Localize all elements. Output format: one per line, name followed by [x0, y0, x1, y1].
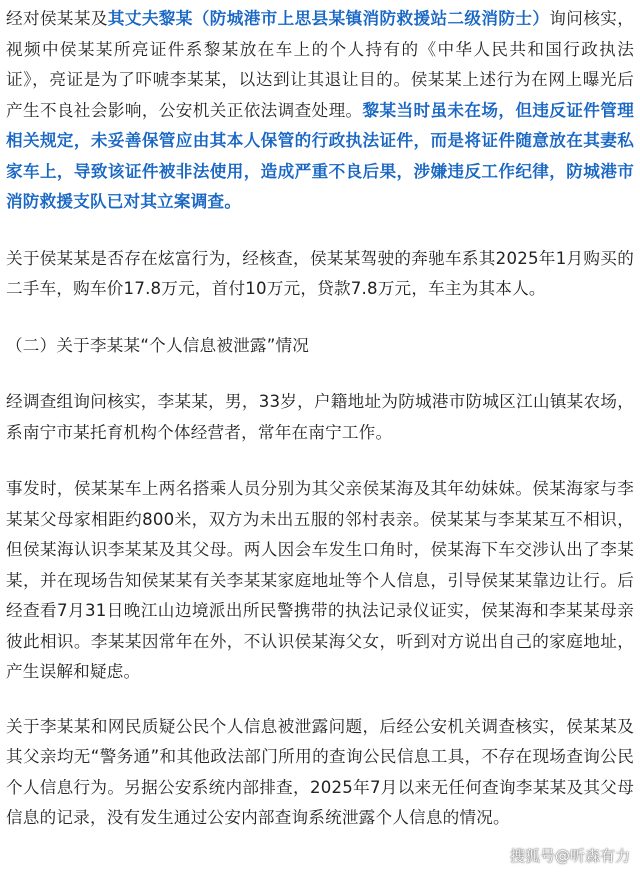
- paragraph-gap: [6, 448, 634, 474]
- paragraph-4: 经调查组询问核实，李某某，男，33岁，户籍地址为防城港市防城区江山镇某农场，系南宁市某托育机构个体经营者，常年在南宁工作。: [6, 392, 634, 442]
- p1-text-a: 经对侯某某及: [6, 9, 108, 28]
- p1-highlight-b: 其丈夫黎某（防城港市上思县某镇消防救援站二级消防士）: [107, 9, 550, 28]
- paragraph-gap: [6, 688, 634, 712]
- paragraph-gap: [6, 361, 634, 387]
- p1-highlight-d: 黎某当时虽未在场，但违反证件管理相关规定，未妥善保管应由其本人保管的行政执法证件，而是将证件随意放在其妻私家车上，导致该证件被非法使用，造成严重不良后果，涉嫌违反工作纪律，防城港市消防救援支队已对其立案调查。: [6, 100, 635, 211]
- paragraph-1: [6, 4, 634, 218]
- paragraph-gap: [6, 305, 634, 331]
- section-heading: （二）关于李某某“个人信息被泄露”情况: [6, 335, 310, 355]
- paragraph-6: 关于李某某和网民质疑公民个人信息被泄露问题，后经公安机关调查核实，侯某某及其父亲均无“警务通”和其他政法部门所用的查询公民信息工具，不存在现场查询公民个人信息行为。另据公安系统内部排查，2025年7月以来无任何查询李某某及其父母信息的记录，没有发生通过公安内部查询系统泄露个人信息的情况。: [6, 716, 634, 827]
- paragraph-gap: [6, 218, 634, 244]
- watermark: 搜狐号@听森有力: [509, 847, 630, 865]
- paragraph-2: 关于侯某某是否存在炫富行为，经核查，侯某某驾驶的奔驰车系其2025年1月购买的二手车，购车价17.8万元，首付10万元，贷款7.8万元，车主为其本人。: [6, 248, 634, 298]
- p1-text-c: 询问核实，视频中侯某某所亮证件系黎某放在车上的个人持有的《中华人民共和国行政执法证》，亮证是为了吓唬李某某，以达到让其退让目的。侯某某上述行为在网上曝光后产生不良社会影响，公安机关正依法调查处理。: [6, 9, 635, 120]
- paragraph-5: 事发时，侯某某车上两名搭乘人员分别为其父亲侯某海及其年幼妹妹。侯某海家与李某某父母家相距约800米，双方为未出五服的邻村表亲。侯某某与李某某互不相识，但侯某海认识李某某及其父母。两人因会车发生口角时，侯某海下车交涉认出了李某某，并在现场告知侯某某有关李某某家庭地址等个人信息，引导侯某某靠边让行。后经查看7月31日晚江山边境派出所民警携带的执法记录仪证实，侯某海和李某某母亲彼此相识。李某某因常年在外，不认识侯某海父女，听到对方说出自己的家庭地址，产生误解和疑虑。: [6, 479, 634, 681]
- article-body: [0, 4, 640, 834]
